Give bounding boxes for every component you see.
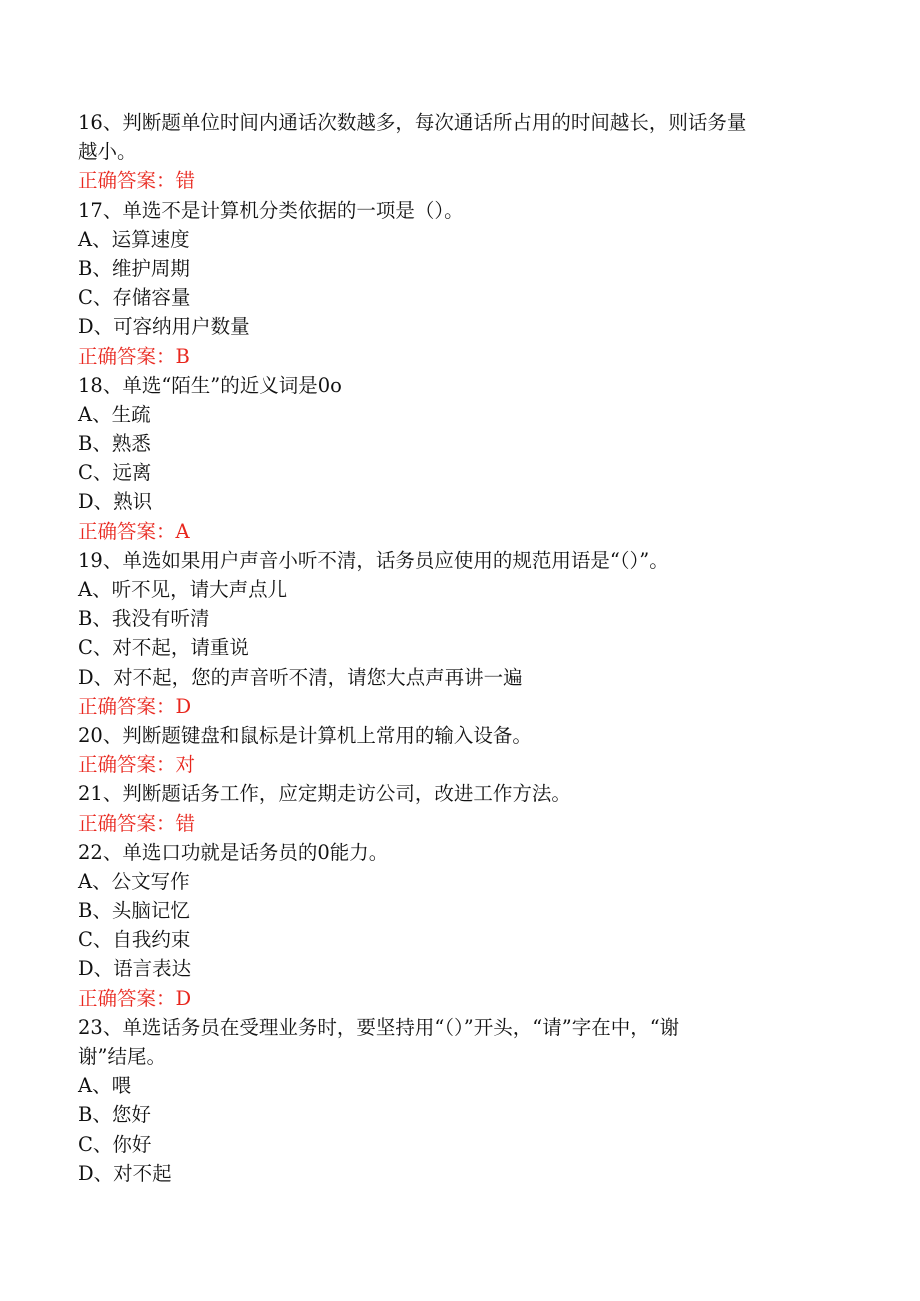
question-text-line: 23、单选话务员在受理业务时，要坚持用“（）”开头，“请”字在中，“谢 bbox=[78, 1015, 680, 1039]
answer-value: 错 bbox=[175, 811, 196, 835]
option-c: C、自我约束 bbox=[78, 928, 191, 952]
question-16 bbox=[78, 108, 838, 196]
option-b: B、您好 bbox=[78, 1103, 151, 1127]
answer-label: 正确答案： bbox=[78, 169, 176, 193]
answer-line bbox=[78, 984, 838, 1013]
question-text-line: 18、单选“陌生”的近义词是0o bbox=[78, 373, 342, 397]
question-20 bbox=[78, 721, 838, 779]
answer-value: 对 bbox=[175, 753, 196, 777]
option-d: D、对不起 bbox=[78, 1161, 172, 1185]
question-text-line: 21、判断题话务工作，应定期走访公司，改进工作方法。 bbox=[78, 782, 571, 806]
option-b: B、头脑记忆 bbox=[78, 899, 190, 923]
answer-label: 正确答案： bbox=[78, 753, 176, 777]
question-21 bbox=[78, 779, 838, 837]
answer-line bbox=[78, 342, 838, 371]
option-a: A、公文写作 bbox=[78, 869, 190, 893]
option-a: A、生疏 bbox=[78, 402, 151, 426]
question-23 bbox=[78, 1013, 838, 1188]
question-text-line: 22、单选口功就是话务员的0能力。 bbox=[78, 840, 389, 864]
answer-label: 正确答案： bbox=[78, 344, 176, 368]
option-c: C、你好 bbox=[78, 1132, 152, 1156]
question-text-line: 19、单选如果用户声音小听不清，话务员应使用的规范用语是“（）”。 bbox=[78, 548, 669, 572]
answer-line bbox=[78, 517, 838, 546]
answer-label: 正确答案： bbox=[78, 694, 176, 718]
option-c: C、存储容量 bbox=[78, 286, 191, 310]
question-19 bbox=[78, 546, 838, 721]
document-page bbox=[78, 108, 838, 1188]
answer-label: 正确答案： bbox=[78, 519, 176, 543]
option-b: B、维护周期 bbox=[78, 256, 190, 280]
answer-line bbox=[78, 809, 838, 838]
option-b: B、我没有听清 bbox=[78, 607, 210, 631]
answer-value: D bbox=[175, 986, 192, 1010]
question-text-line: 17、单选不是计算机分类依据的一项是（）。 bbox=[78, 198, 464, 222]
question-22 bbox=[78, 838, 838, 1013]
answer-value: 错 bbox=[175, 169, 196, 193]
option-a: A、喂 bbox=[78, 1074, 132, 1098]
answer-label: 正确答案： bbox=[78, 986, 176, 1010]
answer-line bbox=[78, 692, 838, 721]
answer-label: 正确答案： bbox=[78, 811, 176, 835]
answer-value: B bbox=[175, 344, 190, 368]
option-d: D、可容纳用户数量 bbox=[78, 315, 250, 339]
option-b: B、熟悉 bbox=[78, 432, 151, 456]
option-c: C、对不起，请重说 bbox=[78, 636, 249, 660]
option-c: C、远离 bbox=[78, 461, 152, 485]
option-d: D、对不起，您的声音听不清，请您大点声再讲一遍 bbox=[78, 665, 523, 689]
answer-value: D bbox=[175, 694, 192, 718]
question-text-line: 20、判断题键盘和鼠标是计算机上常用的输入设备。 bbox=[78, 723, 532, 747]
question-text-line: 谢”结尾。 bbox=[78, 1045, 166, 1068]
question-18 bbox=[78, 371, 838, 546]
answer-line bbox=[78, 166, 838, 195]
question-text-line: 越小。 bbox=[78, 140, 137, 164]
option-a: A、听不见，请大声点儿 bbox=[78, 578, 288, 601]
option-d: D、语言表达 bbox=[78, 957, 192, 981]
question-17 bbox=[78, 196, 838, 371]
option-a: A、运算速度 bbox=[78, 227, 190, 251]
answer-value: A bbox=[175, 519, 190, 543]
option-d: D、熟识 bbox=[78, 490, 153, 514]
question-text-line: 16、判断题单位时间内通话次数越多，每次通话所占用的时间越长，则话务量 bbox=[78, 111, 747, 134]
answer-line bbox=[78, 750, 838, 779]
